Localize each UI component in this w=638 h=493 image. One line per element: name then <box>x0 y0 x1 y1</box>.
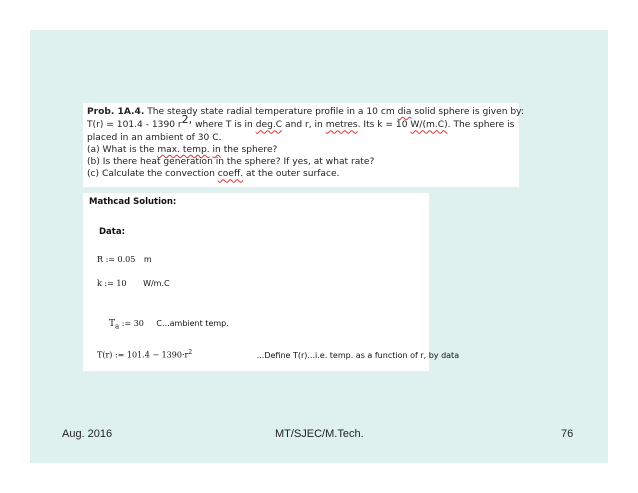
footer-center-text: MT/SJEC/M.Tech. <box>275 428 364 440</box>
problem-text: solid sphere is given by: <box>414 107 524 117</box>
problem-text: T(r) = 101.4 - 1390 r <box>87 120 182 131</box>
radius-unit: m <box>143 255 152 264</box>
radius-expression: R := 0.05 <box>97 255 136 264</box>
radius-definition <box>97 255 152 264</box>
ambient-temp-note: C...ambient temp. <box>156 319 229 328</box>
conductivity-expression: k := 10 <box>97 279 127 288</box>
page-number: 76 <box>561 428 574 440</box>
problem-text: coeff. <box>217 169 244 180</box>
problem-title: Prob. 1A.4. <box>87 107 145 117</box>
problem-line-1 <box>87 106 524 118</box>
temperature-function-expression: T(r) := 101.4 − 1390·r <box>97 350 189 360</box>
mathcad-solution-image <box>83 193 460 371</box>
problem-line-5: (b) Is there heat generation in the sphere? If yes, at what rate? <box>87 157 375 168</box>
problem-text: metres <box>325 120 358 131</box>
mathcad-title: Mathcad Solution: <box>89 197 177 207</box>
problem-text: where T is in <box>195 120 253 131</box>
problem-text: deg.C <box>255 120 283 131</box>
problem-text: . Its k = 10 <box>357 120 408 131</box>
temperature-function-definition <box>97 349 459 360</box>
problem-text: the sphere? <box>223 144 278 155</box>
problem-line-3: placed in an ambient of 30 C. <box>87 132 222 143</box>
footer-date: Aug. 2016 <box>62 428 113 440</box>
problem-text: dia <box>397 107 412 117</box>
ambient-temp-value: := 30 <box>121 319 144 328</box>
exponent: 2 <box>188 349 193 356</box>
ambient-temp-symbol: T <box>109 319 116 329</box>
problem-text: . The sphere is <box>447 120 515 131</box>
problem-text: and r, in <box>285 120 323 131</box>
problem-text: W/(m.C) <box>410 120 448 131</box>
problem-line-4 <box>87 144 515 156</box>
problem-text: max. temp. <box>157 144 210 155</box>
problem-text: (a) What is the <box>87 144 155 155</box>
conductivity-unit: W/m.C <box>143 279 170 288</box>
problem-statement-image <box>83 103 524 187</box>
conductivity-definition <box>97 279 170 288</box>
temperature-function-note: ...Define T(r)...i.e. temp. as a function of r, by data <box>256 350 460 360</box>
problem-line-6 <box>87 168 515 180</box>
exponent: 2, <box>181 113 193 127</box>
problem-text: in <box>212 144 221 155</box>
ambient-temp-subscript: a <box>115 322 120 331</box>
problem-text: The steady state radial temperature profile in a 10 cm <box>147 107 395 117</box>
problem-line-2 <box>87 113 515 131</box>
problem-text: (c) Calculate the convection <box>87 169 215 180</box>
problem-text: at the outer surface. <box>246 169 340 180</box>
data-heading: Data: <box>99 227 125 237</box>
ambient-temp-definition <box>109 319 229 331</box>
